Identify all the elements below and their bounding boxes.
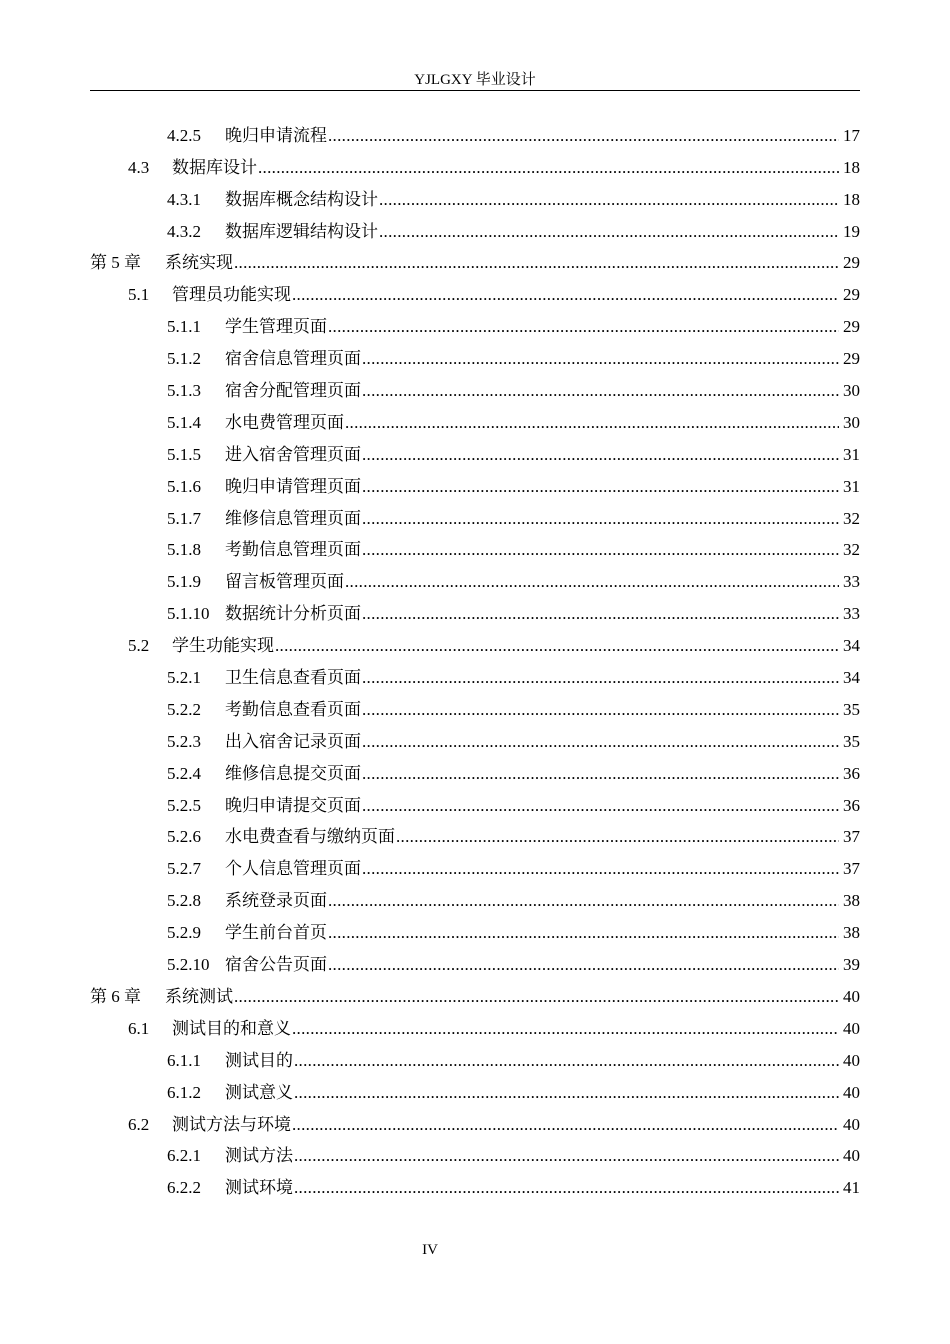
toc-dot-leader: [345, 571, 839, 593]
toc-entry-text: [167, 731, 361, 753]
toc-entry-text: [167, 444, 361, 466]
toc-entry[interactable]: [90, 593, 860, 625]
toc-entry-page: 37: [843, 827, 860, 847]
toc-entry-number: 5.2.4: [167, 763, 201, 783]
toc-entry[interactable]: [90, 115, 860, 147]
toc-entry[interactable]: [90, 1008, 860, 1040]
toc-entry-title: 水电费管理页面: [225, 412, 344, 432]
toc-dot-leader: [362, 444, 839, 466]
toc-entry-text: [167, 826, 395, 848]
toc-entry[interactable]: [90, 243, 860, 275]
toc-dot-leader: [362, 603, 839, 625]
toc-dot-leader: [362, 731, 839, 753]
toc-entry[interactable]: [90, 179, 860, 211]
toc-entry-title: 个人信息管理页面: [225, 859, 361, 879]
toc-entry-title: 学生管理页面: [225, 317, 327, 337]
toc-entry-text: [167, 189, 378, 211]
toc-entry[interactable]: [90, 211, 860, 243]
toc-entry[interactable]: [90, 370, 860, 402]
page-header: [90, 70, 860, 90]
toc-dot-leader: [362, 539, 839, 561]
page-number: IV: [422, 1242, 438, 1258]
toc-entry-page: 35: [843, 731, 860, 751]
toc-entry[interactable]: [90, 561, 860, 593]
toc-entry-title: 晚归申请提交页面: [225, 795, 361, 815]
toc-entry[interactable]: [90, 817, 860, 849]
toc-entry-text: [167, 922, 327, 944]
toc-dot-leader: [379, 189, 839, 211]
toc-entry-number: 第 5 章: [90, 253, 141, 273]
toc-entry-number: 6.1.1: [167, 1050, 201, 1070]
toc-entry[interactable]: [90, 912, 860, 944]
toc-entry-title: 数据统计分析页面: [225, 604, 361, 624]
toc-entry-number: 6.2: [128, 1114, 150, 1134]
toc-entry-number: 5.1.2: [167, 349, 201, 369]
toc-entry-title: 进入宿舍管理页面: [225, 444, 361, 464]
toc-dot-leader: [328, 890, 839, 912]
toc-entry-number: 4.3.2: [167, 221, 201, 241]
toc-dot-leader: [328, 316, 839, 338]
toc-entry-number: 4.3.1: [167, 189, 201, 209]
toc-entry[interactable]: [90, 530, 860, 562]
toc-entry-number: 第 6 章: [90, 986, 141, 1006]
toc-entry-title: 宿舍分配管理页面: [225, 381, 361, 401]
toc-entry[interactable]: [90, 274, 860, 306]
toc-dot-leader: [362, 795, 839, 817]
toc-dot-leader: [362, 667, 839, 689]
toc-entry-text: [167, 699, 361, 721]
toc-entry[interactable]: [90, 1072, 860, 1104]
toc-dot-leader: [234, 986, 839, 1008]
toc-entry-text: [167, 1050, 293, 1072]
toc-entry-number: 5.2.10: [167, 955, 210, 975]
toc-entry-page: 40: [843, 1018, 860, 1038]
toc-dot-leader: [362, 348, 839, 370]
toc-entry-number: 5.1.7: [167, 508, 201, 528]
toc-dot-leader: [328, 954, 839, 976]
toc-dot-leader: [294, 1082, 839, 1104]
toc-entry-number: 5.1.10: [167, 604, 210, 624]
toc-entry[interactable]: [90, 466, 860, 498]
toc-entry-page: 31: [843, 444, 860, 464]
toc-entry-number: 4.3: [128, 157, 150, 177]
toc-entry-text: [167, 890, 327, 912]
toc-entry-title: 晚归申请管理页面: [225, 476, 361, 496]
toc-entry-title: 数据库逻辑结构设计: [225, 221, 378, 241]
toc-entry-page: 40: [843, 1082, 860, 1102]
toc-entry-number: 5.2.6: [167, 827, 201, 847]
toc-entry[interactable]: [90, 976, 860, 1008]
toc-entry-page: 32: [843, 540, 860, 560]
toc-entry-title: 数据库概念结构设计: [225, 189, 378, 209]
toc-entry[interactable]: [90, 147, 860, 179]
toc-entry-text: [167, 571, 344, 593]
toc-dot-leader: [294, 1145, 839, 1167]
toc-entry-text: [167, 316, 327, 338]
toc-entry-number: 5.2: [128, 636, 150, 656]
toc-entry[interactable]: [90, 434, 860, 466]
toc-entry-page: 30: [843, 412, 860, 432]
toc-entry-number: 5.1.6: [167, 476, 201, 496]
toc-entry[interactable]: [90, 402, 860, 434]
toc-entry-title: 系统测试: [165, 986, 233, 1006]
toc-entry[interactable]: [90, 785, 860, 817]
toc-entry-title: 管理员功能实现: [172, 285, 291, 305]
toc-entry-page: 34: [843, 668, 860, 688]
toc-entry-page: 38: [843, 923, 860, 943]
toc-entry-title: 水电费查看与缴纳页面: [225, 827, 395, 847]
toc-dot-leader: [294, 1050, 839, 1072]
toc-entry-title: 宿舍信息管理页面: [225, 349, 361, 369]
toc-entry-page: 36: [843, 795, 860, 815]
toc-entry-number: 5.1: [128, 285, 150, 305]
toc-entry[interactable]: [90, 848, 860, 880]
toc-dot-leader: [328, 922, 839, 944]
toc-entry[interactable]: [90, 657, 860, 689]
toc-entry[interactable]: [90, 1167, 860, 1199]
toc-entry-page: 18: [843, 157, 860, 177]
toc-entry[interactable]: [90, 880, 860, 912]
toc-entry-page: 34: [843, 636, 860, 656]
toc-entry-text: [167, 412, 344, 434]
toc-entry[interactable]: [90, 338, 860, 370]
toc-entry-page: 29: [843, 317, 860, 337]
toc-entry-text: [167, 348, 361, 370]
toc-dot-leader: [362, 858, 839, 880]
toc-entry-title: 系统实现: [165, 253, 233, 273]
toc-entry-title: 宿舍公告页面: [225, 955, 327, 975]
toc-dot-leader: [234, 252, 839, 274]
toc-entry-text: [167, 508, 361, 530]
toc-entry[interactable]: [90, 944, 860, 976]
toc-entry-title: 留言板管理页面: [225, 572, 344, 592]
toc-entry[interactable]: [90, 498, 860, 530]
toc-entry[interactable]: [90, 625, 860, 657]
toc-entry-number: 5.1.5: [167, 444, 201, 464]
toc-entry-page: 40: [843, 986, 860, 1006]
toc-entry-number: 5.1.3: [167, 381, 201, 401]
toc-entry-page: 38: [843, 891, 860, 911]
toc-dot-leader: [294, 1177, 839, 1199]
toc-entry-text: [167, 1177, 293, 1199]
toc-entry-text: [128, 635, 274, 657]
toc-entry-number: 5.2.2: [167, 699, 201, 719]
toc-entry[interactable]: [90, 1136, 860, 1168]
toc-entry-title: 测试方法: [225, 1146, 293, 1166]
toc-entry-text: [128, 1018, 291, 1040]
toc-entry-number: 6.2.1: [167, 1146, 201, 1166]
toc-dot-leader: [345, 412, 839, 434]
toc-entry-page: 41: [843, 1178, 860, 1198]
toc-entry-page: 29: [843, 349, 860, 369]
toc-entry-title: 学生前台首页: [225, 923, 327, 943]
toc-entry-number: 6.1: [128, 1018, 150, 1038]
toc-entry-text: [167, 858, 361, 880]
toc-entry-number: 4.2.5: [167, 125, 201, 145]
toc-entry-number: 6.2.2: [167, 1178, 201, 1198]
toc-entry-page: 39: [843, 955, 860, 975]
toc-entry-page: 32: [843, 508, 860, 528]
toc-entry-title: 维修信息提交页面: [225, 763, 361, 783]
toc-entry-title: 测试目的和意义: [172, 1018, 291, 1038]
toc-entry-number: 5.2.5: [167, 795, 201, 815]
toc-dot-leader: [379, 221, 839, 243]
toc-entry-text: [167, 221, 378, 243]
header-title: YJLGXY 毕业设计: [414, 72, 536, 88]
toc-entry-title: 测试环境: [225, 1178, 293, 1198]
toc-entry-text: [167, 667, 361, 689]
toc-entry-title: 考勤信息查看页面: [225, 699, 361, 719]
toc-entry-page: 40: [843, 1114, 860, 1134]
toc-entry-page: 36: [843, 763, 860, 783]
toc-entry-page: 33: [843, 604, 860, 624]
toc-entry-text: [167, 125, 327, 147]
toc-entry-page: 40: [843, 1146, 860, 1166]
toc-entry-text: [167, 476, 361, 498]
toc-entry-text: [167, 795, 361, 817]
toc-entry-number: 5.2.1: [167, 668, 201, 688]
toc-dot-leader: [292, 284, 839, 306]
toc-entry-number: 5.2.3: [167, 731, 201, 751]
toc-entry-page: 33: [843, 572, 860, 592]
toc-entry-page: 29: [843, 285, 860, 305]
table-of-contents: [90, 115, 860, 1199]
toc-entry-text: [167, 603, 361, 625]
toc-entry[interactable]: [90, 721, 860, 753]
toc-dot-leader: [292, 1114, 839, 1136]
toc-entry-number: 5.1.4: [167, 412, 201, 432]
toc-entry-page: 37: [843, 859, 860, 879]
page-footer: [90, 1242, 770, 1259]
toc-entry-number: 5.1.9: [167, 572, 201, 592]
toc-entry-text: [167, 763, 361, 785]
toc-entry[interactable]: [90, 753, 860, 785]
toc-entry-number: 5.2.7: [167, 859, 201, 879]
header-divider: [90, 90, 860, 91]
toc-entry[interactable]: [90, 689, 860, 721]
toc-entry-number: 5.1.1: [167, 317, 201, 337]
toc-dot-leader: [292, 1018, 839, 1040]
toc-entry[interactable]: [90, 306, 860, 338]
toc-entry-text: [167, 1145, 293, 1167]
toc-entry-page: 30: [843, 381, 860, 401]
toc-entry-text: [167, 954, 327, 976]
toc-entry-title: 数据库设计: [172, 157, 257, 177]
toc-entry-page: 31: [843, 476, 860, 496]
toc-entry-number: 5.2.9: [167, 923, 201, 943]
toc-dot-leader: [396, 826, 839, 848]
toc-dot-leader: [258, 157, 839, 179]
toc-entry-page: 17: [843, 125, 860, 145]
toc-entry-title: 测试方法与环境: [172, 1114, 291, 1134]
toc-entry-title: 学生功能实现: [172, 636, 274, 656]
toc-dot-leader: [362, 380, 839, 402]
toc-entry-text: [167, 380, 361, 402]
toc-entry-title: 卫生信息查看页面: [225, 668, 361, 688]
toc-dot-leader: [362, 699, 839, 721]
toc-entry-page: 18: [843, 189, 860, 209]
toc-dot-leader: [362, 763, 839, 785]
toc-entry-text: [128, 157, 257, 179]
toc-dot-leader: [328, 125, 839, 147]
toc-entry-page: 40: [843, 1050, 860, 1070]
toc-entry-title: 维修信息管理页面: [225, 508, 361, 528]
toc-entry-text: [128, 284, 291, 306]
toc-entry-page: 19: [843, 221, 860, 241]
toc-entry-text: [128, 1114, 291, 1136]
toc-entry-title: 测试意义: [225, 1082, 293, 1102]
toc-dot-leader: [362, 508, 839, 530]
toc-entry-number: 6.1.2: [167, 1082, 201, 1102]
toc-entry[interactable]: [90, 1104, 860, 1136]
toc-entry-title: 系统登录页面: [225, 891, 327, 911]
toc-entry-number: 5.2.8: [167, 891, 201, 911]
toc-entry-title: 测试目的: [225, 1050, 293, 1070]
toc-entry-page: 29: [843, 253, 860, 273]
toc-entry-text: [90, 986, 233, 1008]
toc-entry-number: 5.1.8: [167, 540, 201, 560]
toc-entry[interactable]: [90, 1040, 860, 1072]
toc-entry-text: [167, 539, 361, 561]
toc-dot-leader: [362, 476, 839, 498]
toc-entry-page: 35: [843, 699, 860, 719]
toc-entry-text: [90, 252, 233, 274]
toc-entry-title: 考勤信息管理页面: [225, 540, 361, 560]
toc-entry-title: 晚归申请流程: [225, 125, 327, 145]
toc-entry-text: [167, 1082, 293, 1104]
toc-dot-leader: [275, 635, 839, 657]
toc-entry-title: 出入宿舍记录页面: [225, 731, 361, 751]
